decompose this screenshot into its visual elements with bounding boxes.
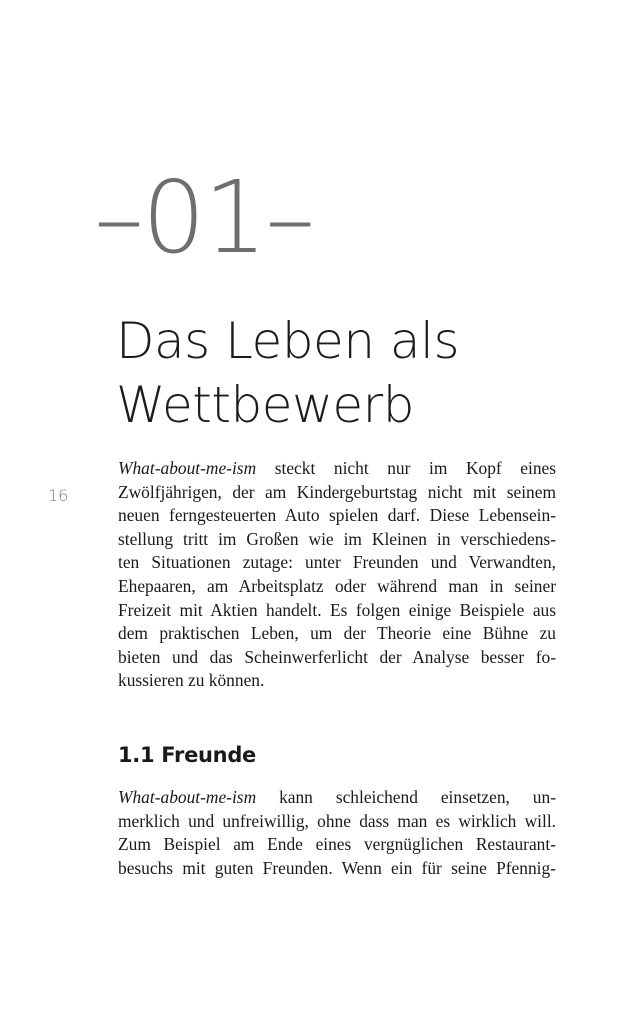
chapter-title-line-1: Das Leben als: [116, 312, 459, 370]
paragraph-line: [118, 457, 556, 481]
paragraph-line: Freizeit mit Aktien handelt. Es folgen einige Beispiele aus: [118, 599, 556, 620]
chapter-title-line-2: Wettbewerb: [116, 376, 414, 434]
chapter-title: [116, 309, 596, 437]
paragraph-1: [118, 457, 556, 693]
paragraph-2: [118, 786, 556, 880]
paragraph-line: besuchs mit guten Freunden. Wenn ein für seine Pfennig-: [118, 857, 556, 878]
paragraph-line: merklich und unfreiwillig, ohne dass man es wirklich will.: [118, 810, 556, 831]
paragraph-line: kussieren zu können.: [118, 670, 265, 691]
chapter-number: –01–: [94, 159, 314, 276]
paragraph-line: stellung tritt im Großen wie im Kleinen in verschiedens-: [118, 528, 556, 549]
paragraph-line: bieten und das Scheinwerferlicht der Analyse besser fo-: [118, 646, 556, 667]
paragraph-line: Zwölfjährigen, der am Kindergeburtstag nicht mit seinem: [118, 481, 556, 502]
paragraph-line: Zum Beispiel am Ende eines vergnüglichen Restaurant-: [118, 834, 556, 855]
paragraph-line: dem praktischen Leben, um der Theorie eine Bühne zu: [118, 623, 556, 644]
emphasis: What-about-me-ism: [118, 458, 257, 478]
line-text: steckt nicht nur im Kopf eines: [256, 458, 556, 478]
paragraph-line: neuen ferngesteuerten Auto spielen darf. Diese Lebensein-: [118, 505, 556, 526]
page-number: 16: [48, 486, 69, 505]
paragraph-line: Ehepaaren, am Arbeitsplatz oder während man in seiner: [118, 575, 556, 596]
emphasis: What-about-me-ism: [118, 787, 257, 807]
paragraph-line: [118, 786, 556, 810]
paragraph-line: ten Situationen zutage: unter Freunden und Verwandten,: [118, 552, 556, 573]
line-text: kann schleichend einsetzen, un-: [256, 787, 556, 807]
section-heading: 1.1 Freunde: [118, 743, 256, 767]
